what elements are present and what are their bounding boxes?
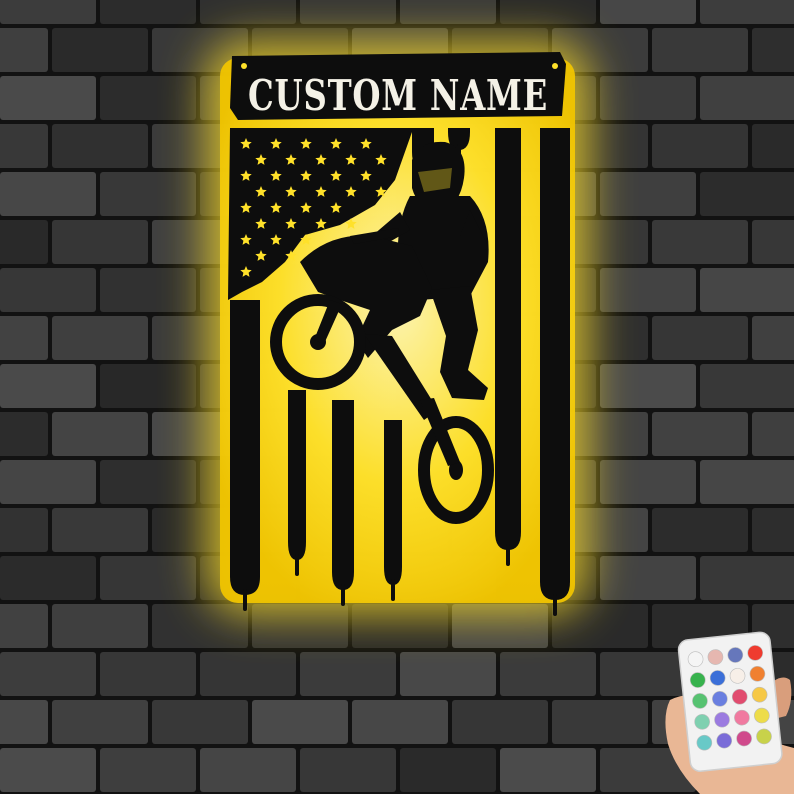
sign-title: CUSTOM NAME <box>248 71 548 120</box>
